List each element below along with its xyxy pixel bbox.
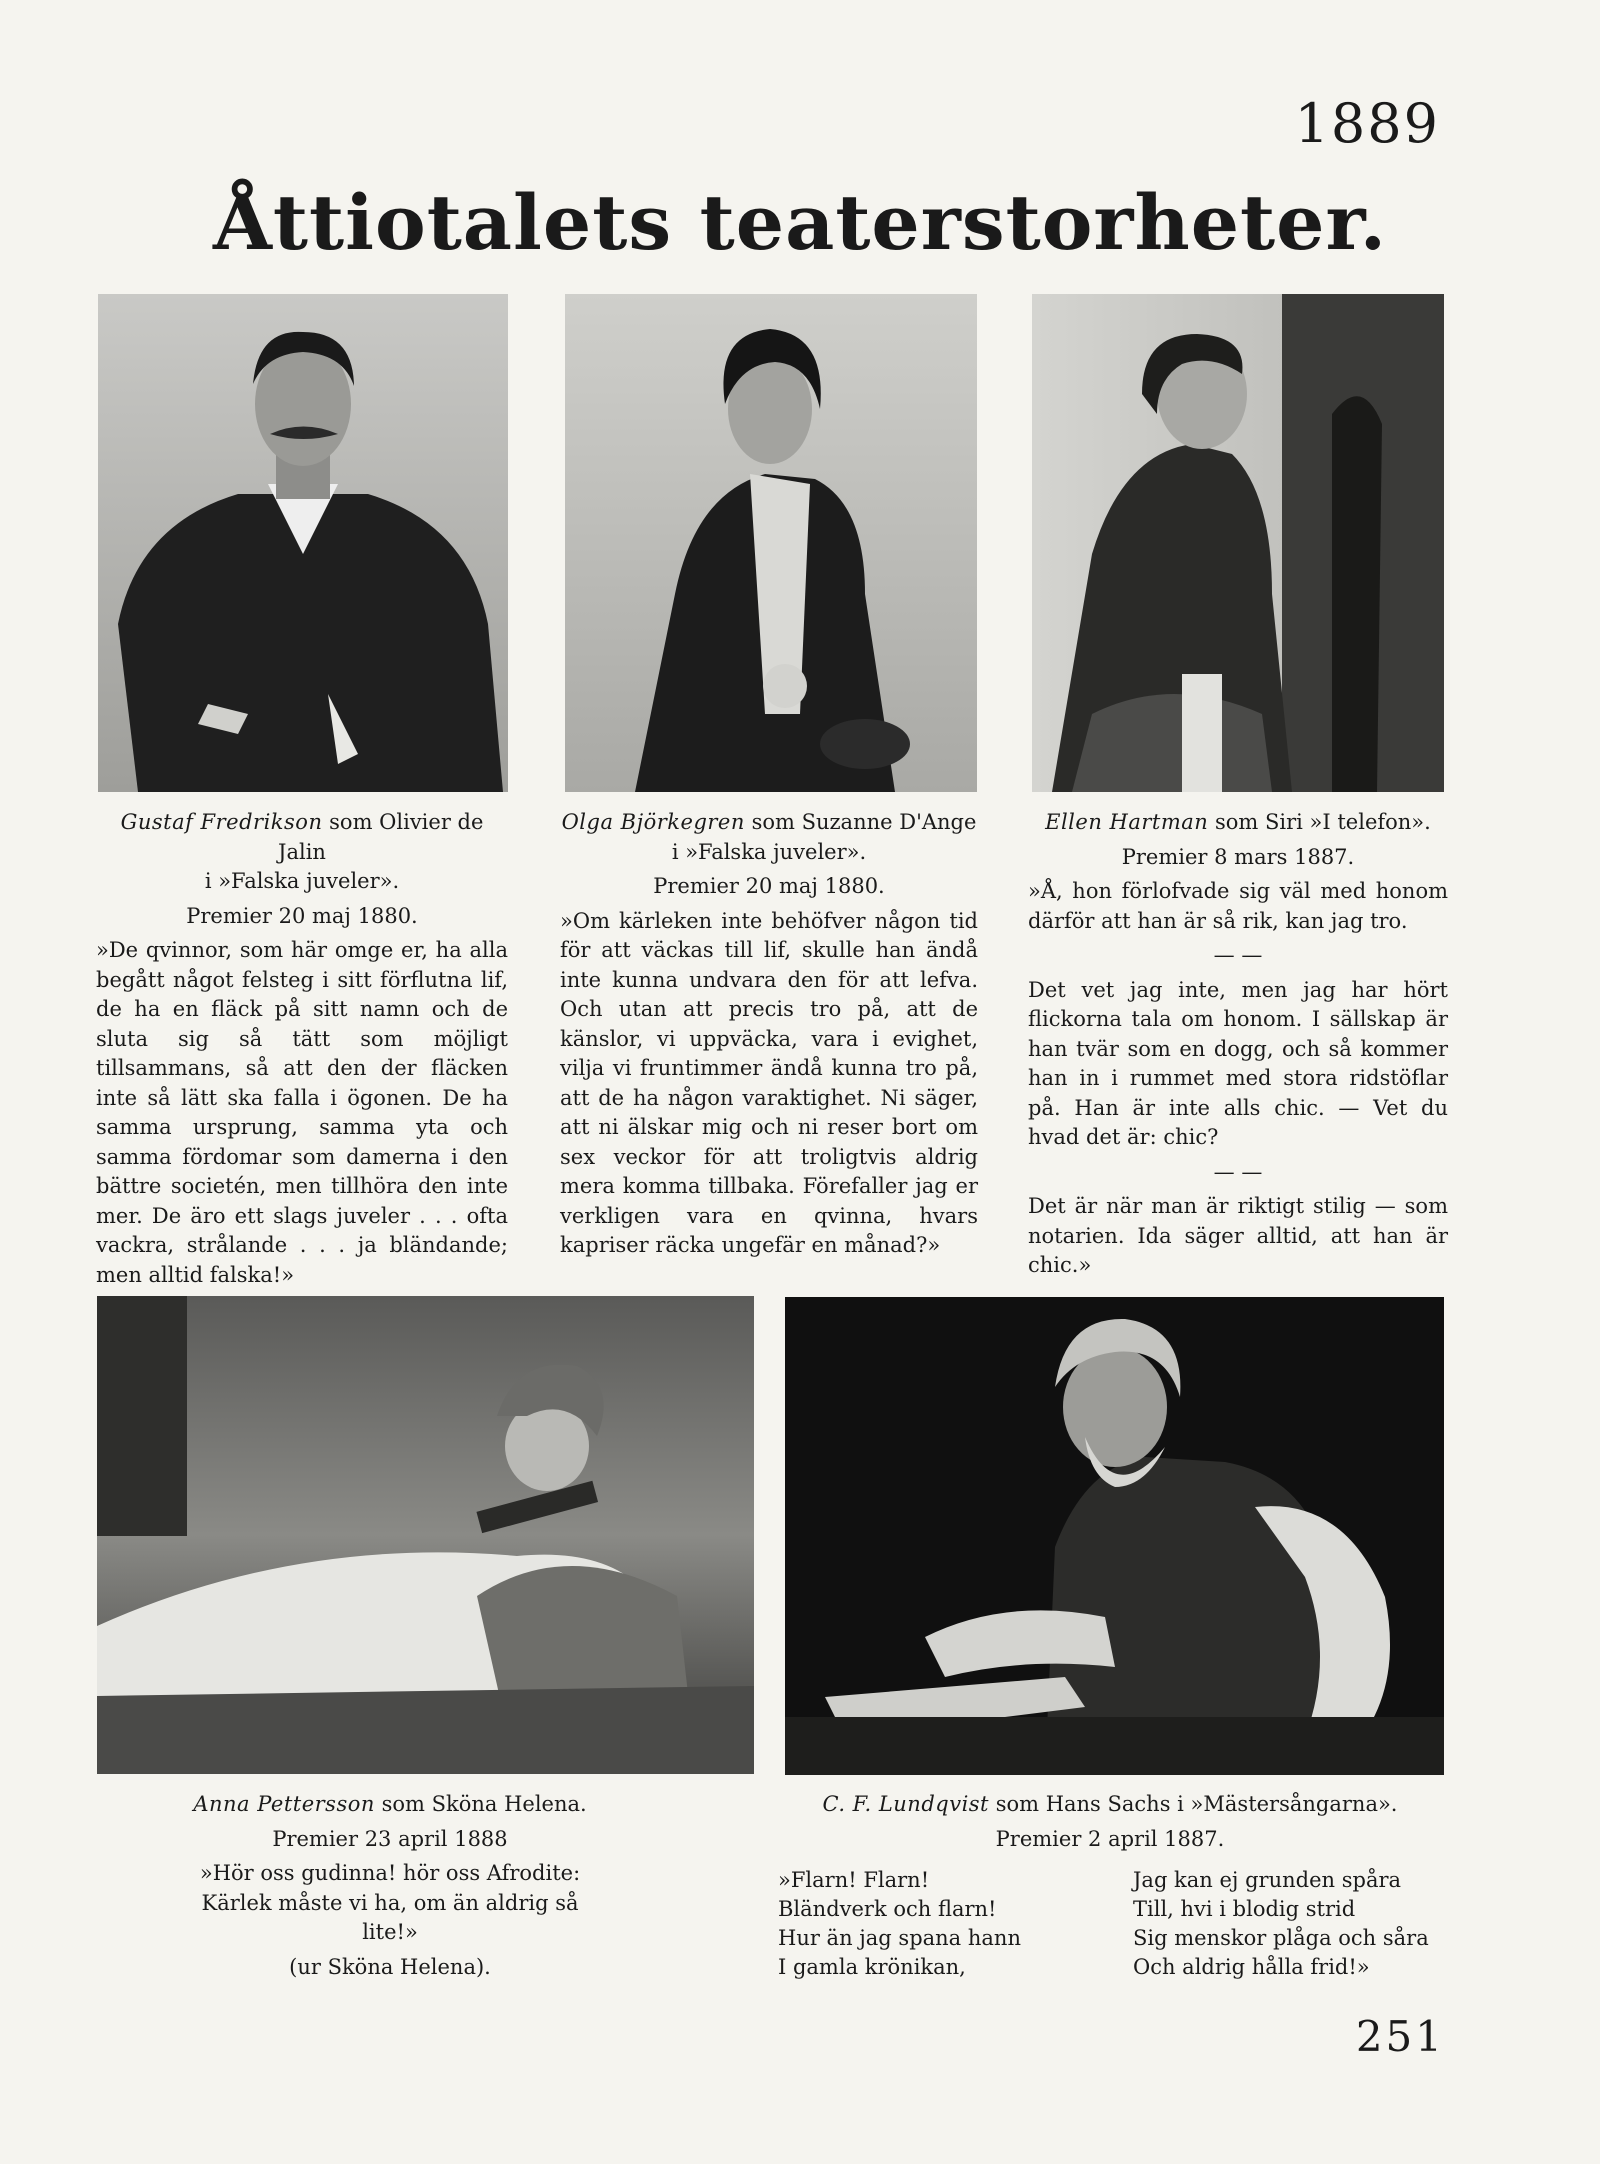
poem-left (778, 1866, 1021, 1982)
role-text: som Siri »I telefon». (1215, 810, 1431, 834)
poem-line: Bländverk och flarn! (778, 1897, 997, 1921)
dash-separator: — — (1213, 943, 1263, 967)
premiere-text: Premier 2 april 1887. (995, 1826, 1225, 1851)
caption-ellen-hartman (1028, 808, 1448, 1286)
actor-name: Ellen Hartman (1045, 810, 1209, 834)
actor-name: Gustaf Fredrikson (120, 810, 323, 834)
caption-gustaf-fredrikson (96, 808, 508, 1295)
poem-line: Sig menskor plåga och såra (1133, 1926, 1429, 1950)
poem-right (1133, 1866, 1429, 1982)
premiere-text: Premier 23 april 1888 (272, 1826, 508, 1851)
caption-anna-pettersson (180, 1790, 600, 1987)
photo-olga-bjorkegren (565, 294, 977, 792)
photo-anna-pettersson (97, 1296, 754, 1774)
role-text: som Suzanne D'Ange (751, 810, 977, 834)
quote-text: »Om kärleken inte behöfver någon tid för att väckas till lif, skulle han ändå inte kunna undvara den för att lefva. Och utan att precis tro på, att de känslor, vi uppväcka, vara i evighet, vilja vi fruntimmer ändå kunna tro på, att de ha någon varaktighet. Ni säger, att ni älskar mig och ni reser bort om sex veckor för att troligtvis aldrig mera komma tillbaka. Förefaller jag er verkligen vara en qvinna, hvars kapriser räcka ungefär en månad?» (560, 908, 978, 1257)
actor-name: C. F. Lundqvist (822, 1792, 989, 1816)
quote-text: »Å, hon förlofvade sig väl med honom därför att han är så rik, kan jag tro. (1028, 879, 1448, 933)
premiere-text: Premier 20 maj 1880. (186, 903, 418, 928)
poem-line: I gamla krönikan, (778, 1955, 966, 1979)
premiere-text: Premier 8 mars 1887. (1121, 844, 1355, 869)
actor-name: Olga Björkegren (561, 810, 745, 834)
actor-name: Anna Pettersson (193, 1792, 375, 1816)
page-title: Åttiotalets teaterstorheter. (212, 178, 1388, 267)
caption-olga-bjorkegren (560, 808, 978, 1266)
year-heading: 1889 (1294, 92, 1440, 155)
caption-cf-lundqvist (760, 1790, 1460, 1859)
role-text: som Sköna Helena. (381, 1792, 587, 1816)
poem-line: Till, hvi i blodig strid (1133, 1897, 1356, 1921)
quote-text: »Hör oss gudinna! hör oss Afrodite: Kärlek måste vi ha, om än aldrig så lite!» (199, 1861, 581, 1944)
quote-text: Det är när man är riktigt stilig — som notarien. Ida säger alltid, att han är chic.» (1028, 1194, 1448, 1277)
role-text: som Hans Sachs i »Mästersångarna». (995, 1792, 1398, 1816)
premiere-text: Premier 20 maj 1880. (653, 874, 885, 898)
photo-ellen-hartman (1032, 294, 1444, 792)
poem-line: Och aldrig hålla frid!» (1133, 1955, 1370, 1979)
photo-gustaf-fredrikson (98, 294, 508, 792)
role-text: som Olivier de Jalin (278, 810, 484, 864)
poem-line: »Flarn! Flarn! (778, 1868, 930, 1892)
quote-text: Det vet jag inte, men jag har hört flickorna tala om honom. I sällskap är han tvär som en dogg, och så kommer han in i rummet med stora ridstöflar på. Han är inte alls chic. — Vet du hvad det är: chic? (1028, 977, 1448, 1149)
source-text: (ur Sköna Helena). (289, 1954, 491, 1979)
play-text: i »Falska juveler». (671, 839, 867, 864)
play-text: i »Falska juveler». (204, 869, 400, 893)
photo-cf-lundqvist (785, 1297, 1444, 1775)
poem-line: Hur än jag spana hann (778, 1926, 1021, 1950)
dash-separator: — — (1213, 1159, 1263, 1184)
page-number: 251 (1355, 2012, 1445, 2061)
poem-line: Jag kan ej grunden spåra (1133, 1868, 1402, 1892)
quote-text: »De qvinnor, som här omge er, ha alla begått något felsteg i sitt förflutna lif, de ha en fläck på sitt namn och de sluta sig så tätt som möjligt tillsammans, så att den der fläcken inte så lätt ska falla i ögonen. De ha samma ursprung, samma yta och samma fördomar som damerna i den bättre societén, men tillhöra den inte mer. De äro ett slags juveler . . . ofta vackra, strålande . . . ja bländande; men alltid falska!» (96, 938, 508, 1287)
